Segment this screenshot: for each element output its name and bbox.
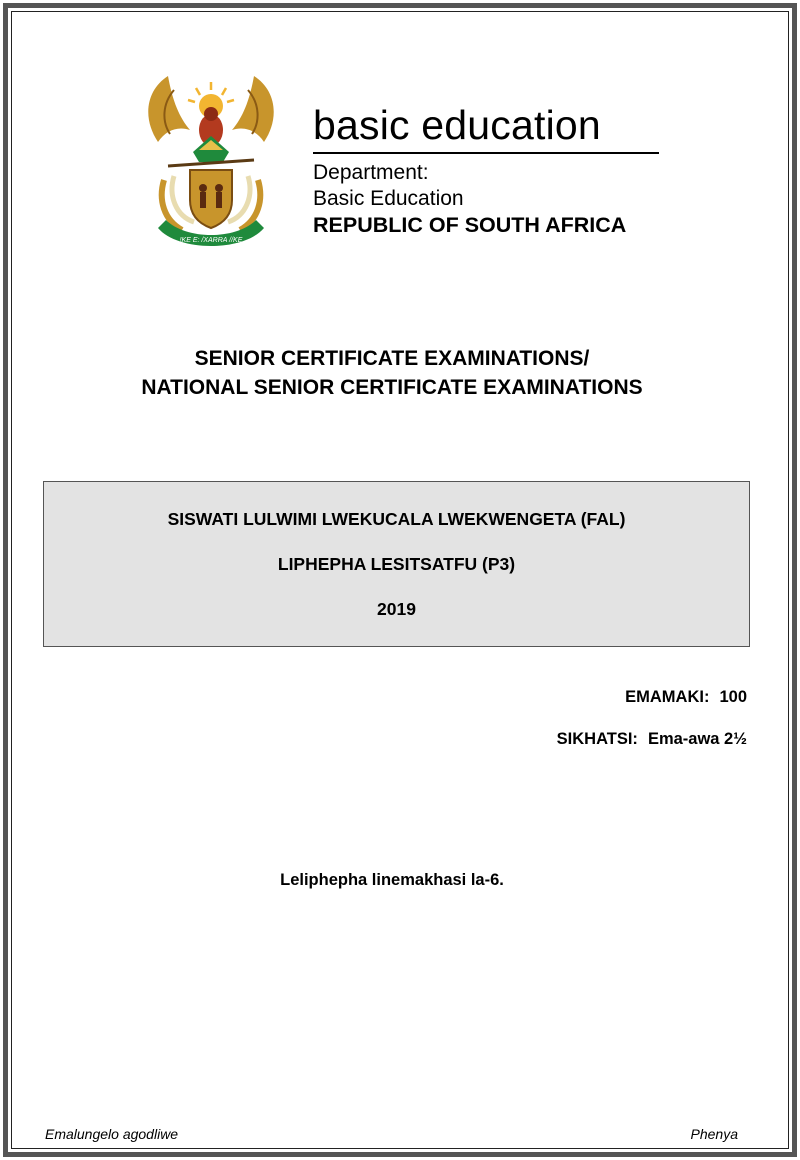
department-brand — [313, 100, 663, 238]
time-line — [557, 730, 747, 749]
marks-line — [625, 688, 747, 707]
pages-note: Leliphepha linemakhasi la-6. — [280, 871, 504, 889]
brand-name: basic education — [313, 102, 601, 148]
paper-name: LIPHEPHA LESITSATFU (P3) — [277, 554, 516, 574]
marks-label: EMAMAKI: — [625, 688, 710, 706]
subject-name: SISWATI LULWIMI LWEKUCALA LWEKWENGETA (FAL) — [167, 509, 626, 529]
time-value: Ema-awa 2½ — [647, 730, 747, 748]
exam-title-line1: SENIOR CERTIFICATE EXAMINATIONS/ — [194, 347, 590, 370]
country-name: REPUBLIC OF SOUTH AFRICA — [313, 213, 627, 237]
crest-motto-text: !KE E: /XARRA //KE — [179, 237, 243, 244]
exam-heading — [0, 344, 784, 402]
brand-divider — [313, 152, 659, 154]
exam-year: 2019 — [377, 599, 416, 619]
coat-of-arms-logo — [138, 70, 284, 252]
time-label: SIKHATSI: — [556, 730, 638, 748]
exam-title-line2: NATIONAL SENIOR CERTIFICATE EXAMINATIONS — [141, 376, 643, 399]
turn-over-note: Phenya — [690, 1126, 738, 1142]
department-name: Basic Education — [313, 187, 464, 210]
department-label: Department: — [313, 161, 429, 184]
marks-value: 100 — [719, 688, 747, 706]
copyright-note: Emalungelo agodliwe — [45, 1126, 179, 1142]
subject-box — [43, 481, 750, 647]
